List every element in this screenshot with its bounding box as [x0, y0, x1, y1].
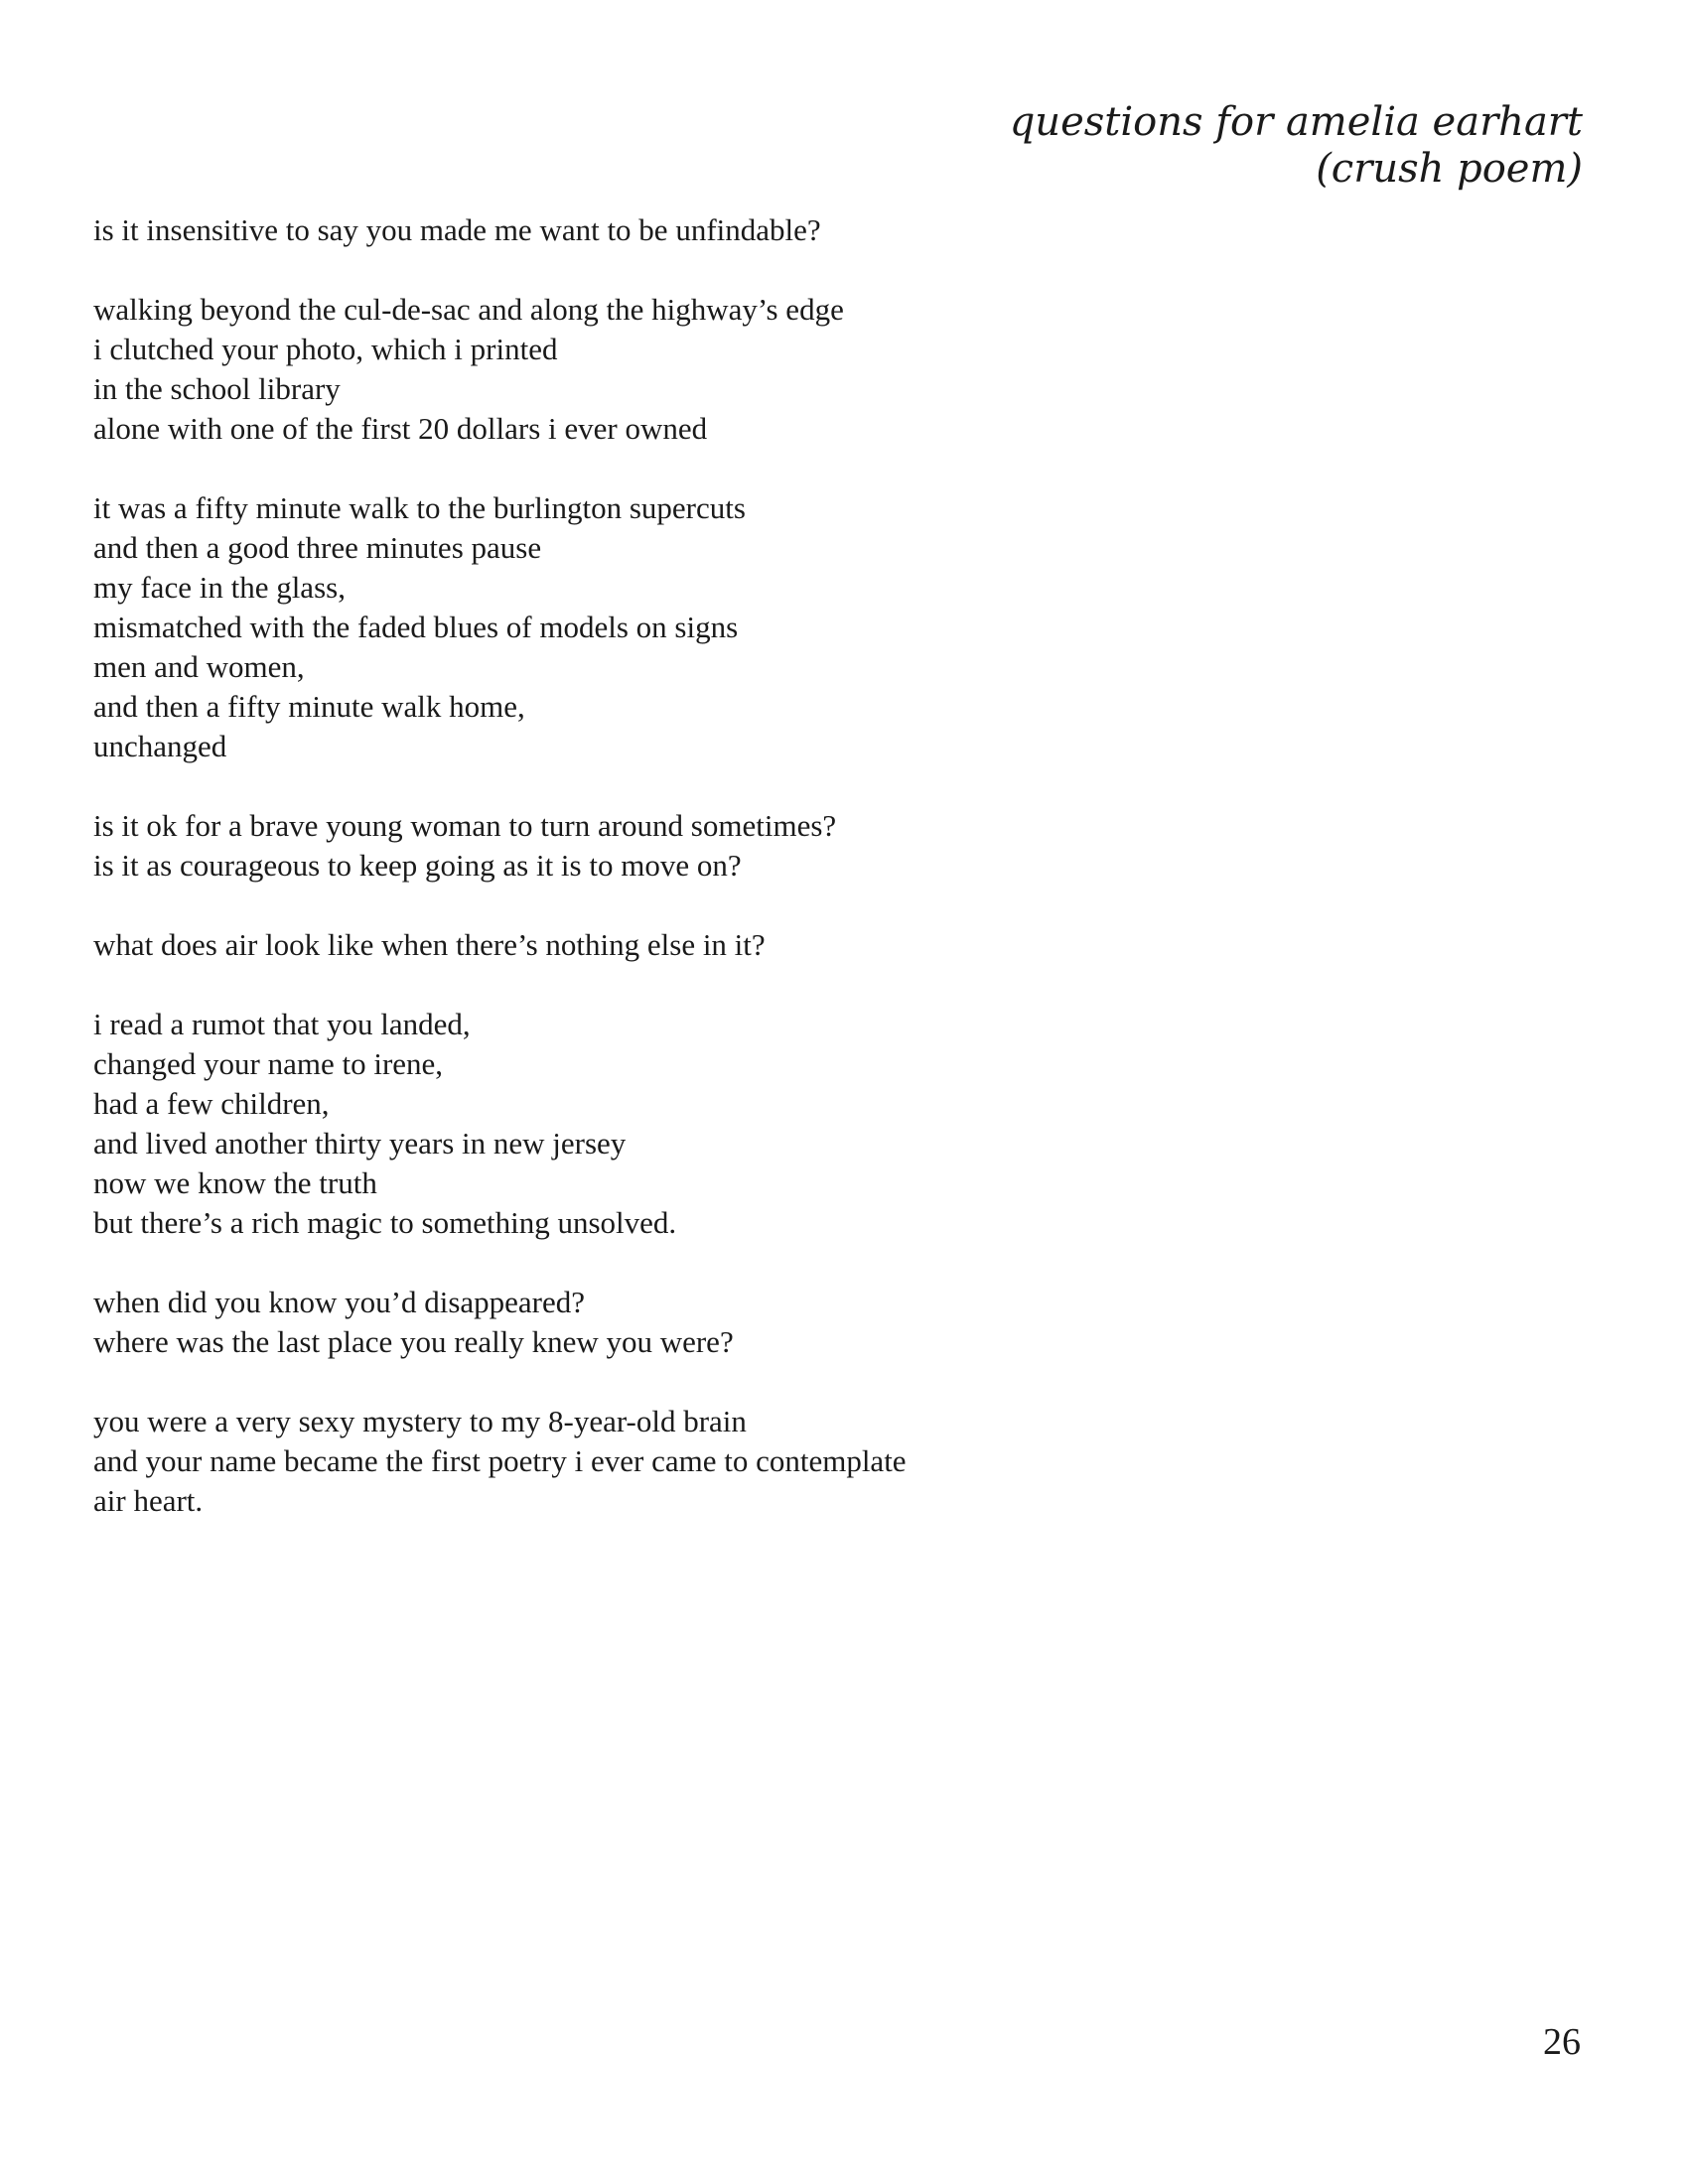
poem-title-line-1: questions for amelia earhart [1009, 99, 1583, 145]
poem-title-line-2: (crush poem) [1316, 146, 1583, 192]
poem-line: i clutched your photo, which i printed [93, 332, 558, 366]
poem-line: alone with one of the first 20 dollars i ever owned [93, 411, 708, 446]
poem-line: and lived another thirty years in new jersey [93, 1126, 627, 1160]
stanza-break [93, 1243, 1186, 1283]
poem-line: is it insensitive to say you made me want to be unfindable? [93, 212, 821, 247]
poem-line: but there’s a rich magic to something unsolved. [93, 1205, 677, 1240]
poem-line: and then a good three minutes pause [93, 530, 542, 565]
poem-line: and your name became the first poetry i ever came to contemplate [93, 1443, 907, 1478]
stanza-break [93, 886, 1186, 925]
poem-line: is it ok for a brave young woman to turn around sometimes? [93, 808, 837, 843]
poem-line: my face in the glass, [93, 570, 346, 605]
page-number: 26 [1543, 2021, 1581, 2063]
stanza-break [93, 766, 1186, 806]
poem-line: you were a very sexy mystery to my 8-year-old brain [93, 1404, 747, 1438]
poem-line: it was a fifty minute walk to the burlington supercuts [93, 490, 746, 525]
poem-title [1010, 99, 1583, 193]
poem-line: had a few children, [93, 1086, 330, 1121]
stanza-break [93, 1362, 1186, 1402]
poem-line: in the school library [93, 371, 341, 406]
poem-line: unchanged [93, 729, 227, 763]
poem-line: when did you know you’d disappeared? [93, 1285, 586, 1319]
poem-line: mismatched with the faded blues of models on signs [93, 610, 739, 644]
poem-body [93, 210, 1186, 1521]
poem-line: walking beyond the cul-de-sac and along the highway’s edge [93, 292, 844, 327]
poem-line: men and women, [93, 649, 305, 684]
poem-line: is it as courageous to keep going as it is to move on? [93, 848, 742, 883]
poem-line: changed your name to irene, [93, 1046, 444, 1081]
stanza-break [93, 965, 1186, 1005]
poem-line: where was the last place you really knew you were? [93, 1324, 734, 1359]
stanza-break [93, 449, 1186, 488]
poem-line: air heart. [93, 1483, 204, 1518]
poem-line: i read a rumot that you landed, [93, 1007, 471, 1041]
poem-line: and then a fifty minute walk home, [93, 689, 525, 724]
stanza-break [93, 250, 1186, 290]
poem-line: now we know the truth [93, 1165, 377, 1200]
poem-line: what does air look like when there’s nothing else in it? [93, 927, 766, 962]
